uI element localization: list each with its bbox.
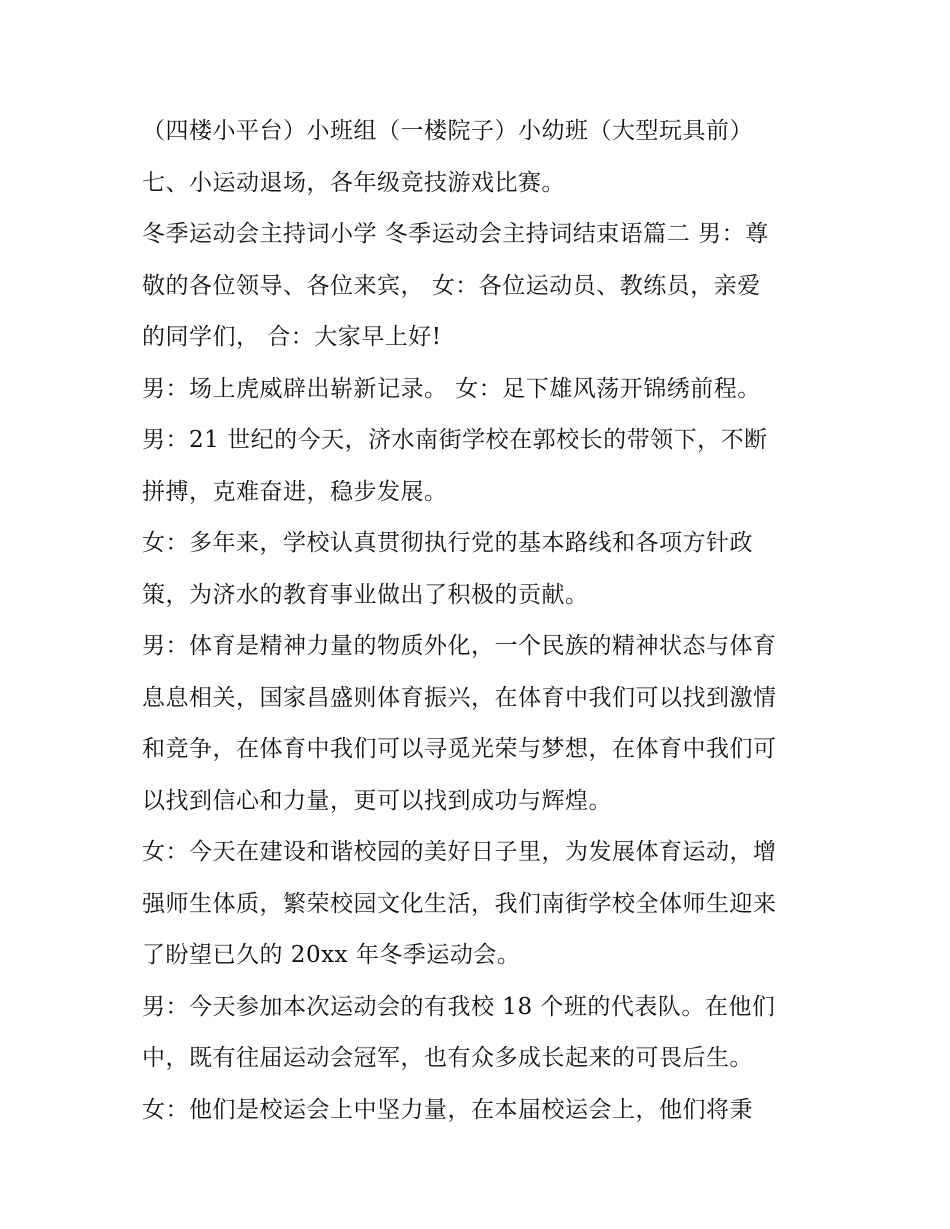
text-line: 冬季运动会主持词小学 冬季运动会主持词结束语篇二 男：尊: [142, 221, 769, 247]
text-line: 息息相关，国家昌盛则体育振兴，在体育中我们可以找到激情: [142, 684, 777, 711]
text-line: 男：21 世纪的今天，济水南街学校在郭校长的带领下，不断: [142, 427, 768, 453]
text-line: 女：今天在建设和谐校园的美好日子里，为发展体育运动，增: [142, 839, 777, 865]
text-line: 女：他们是校运会上中坚力量，在本届校运会上，他们将秉: [142, 1096, 753, 1123]
text-line: 和竞争，在体育中我们可以寻觅光荣与梦想，在体育中我们可: [142, 736, 777, 762]
text-line: 拼搏，克难奋进，稳步发展。: [142, 478, 448, 505]
text-line: 敬的各位领导、各位来宾， 女：各位运动员、教练员，亲爱: [142, 272, 761, 299]
text-line: 男：场上虎威辟出崭新记录。 女：足下雄风荡开锦绣前程。: [142, 375, 761, 402]
text-line: 的同学们， 合：大家早上好!: [142, 324, 442, 350]
text-line: 七、小运动退场，各年级竞技游戏比赛。: [142, 169, 565, 196]
text-line: 策，为济水的教育事业做出了积极的贡献。: [142, 581, 589, 608]
text-line: 男：体育是精神力量的物质外化，一个民族的精神状态与体育: [142, 633, 777, 659]
text-line: 强师生体质，繁荣校园文化生活，我们南街学校全体师生迎来: [142, 890, 777, 917]
text-line: 中，既有往届运动会冠军，也有众多成长起来的可畏后生。: [142, 1045, 753, 1071]
text-line: （四楼小平台）小班组（一楼院子）小幼班（大型玩具前）: [142, 118, 753, 144]
text-line: 以找到信心和力量，更可以找到成功与辉煌。: [142, 787, 612, 814]
text-line: 了盼望已久的 20xx 年冬季运动会。: [142, 942, 521, 968]
text-line: 女：多年来，学校认真贯彻执行党的基本路线和各项方针政: [142, 530, 753, 556]
document-body: [142, 106, 842, 1136]
text-line: 男：今天参加本次运动会的有我校 18 个班的代表队。在他们: [142, 993, 776, 1020]
